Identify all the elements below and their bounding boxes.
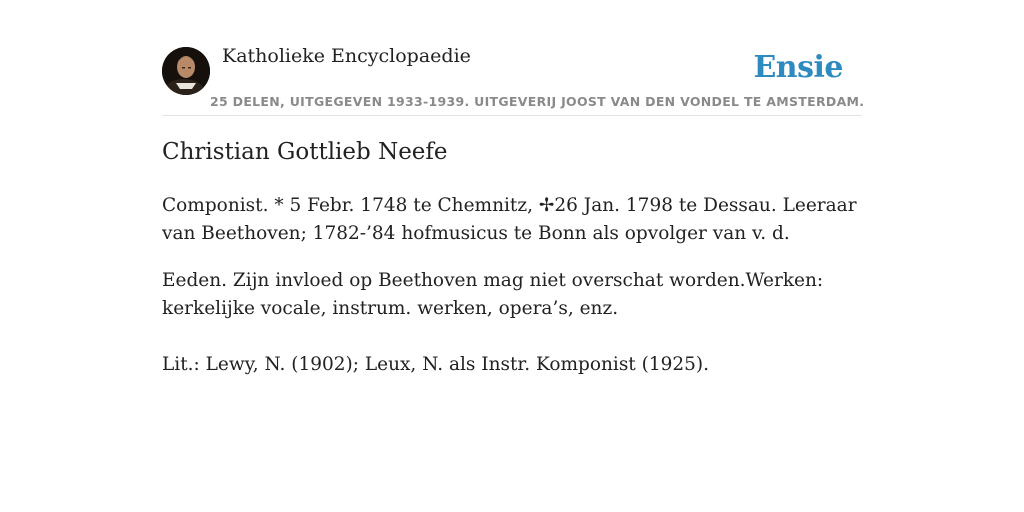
- page: [162, 0, 865, 375]
- publication-avatar[interactable]: [162, 47, 210, 95]
- portrait-icon: [162, 47, 210, 95]
- publication-title[interactable]: Katholieke Encyclopaedie: [222, 45, 471, 67]
- article-paragraph-2: Eeden. Zijn invloed op Beethoven mag niet overschat worden.Werken: kerkelijke vocale, instrum. werken, opera’s, enz.: [162, 270, 824, 319]
- publication-subtitle: 25 DELEN, UITGEGEVEN 1933-1939. UITGEVERIJ JOOST VAN DEN VONDEL TE AMSTERDAM.: [210, 94, 865, 109]
- article-paragraph-1: Componist. * 5 Febr. 1748 te Chemnitz, ✢26 Jan. 1798 te Dessau. Leeraar van Beethoven; 1782-’84 hofmusicus te Bonn als opvolger van v. d.: [162, 195, 857, 244]
- publication-header: [162, 0, 865, 116]
- ensie-logo-link[interactable]: Ensie: [753, 50, 843, 85]
- article-title: Christian Gottlieb Neefe: [162, 139, 448, 165]
- article-paragraph-3: Lit.: Lewy, N. (1902); Leux, N. als Instr. Komponist (1925).: [162, 354, 710, 375]
